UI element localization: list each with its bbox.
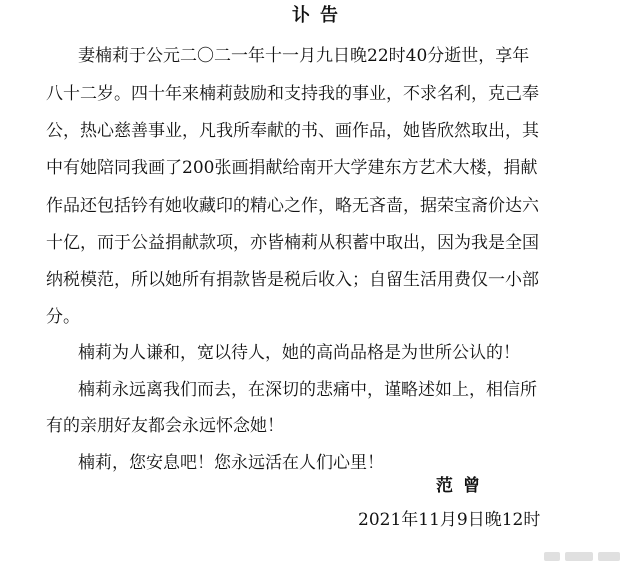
paragraph-1-line-7 [0,268,640,292]
watermark-mark [598,552,620,561]
watermark-mark [544,552,560,561]
watermark-mark [565,552,593,561]
text-line: 楠莉永远离我们而去，在深切的悲痛中，谨略述如上，相信所 [78,380,537,400]
text-line: 十亿，而于公益捐献款项，亦皆楠莉从积蓄中取出，因为我是全国 [46,233,539,253]
paragraph-2 [0,341,640,365]
text-line: 有的亲朋好友都会永远怀念她！ [46,416,284,436]
paragraph-4 [0,451,640,475]
paragraph-3 [0,378,640,402]
paragraph-1-line-5 [0,194,640,218]
signature-date: 2021年11月9日晚12时 [358,510,541,530]
paragraph-1-line-3 [0,119,640,143]
text-line: 分。 [46,307,80,327]
paragraph-3-line-2 [0,414,640,438]
signer-name: 范曾 [436,476,490,496]
paragraph-1-line-8 [0,305,640,329]
paragraph-1 [0,44,640,68]
text-line: 八十二岁。四十年来楠莉鼓励和支持我的事业，不求名利，克己奉 [46,84,539,104]
paragraph-1-line-2 [0,82,640,106]
text-line: 作品还包括钤有她收藏印的精心之作，略无吝啬，据荣宝斋价达六 [46,196,539,216]
text-line: 妻楠莉于公元二〇二一年十一月九日晚22时40分逝世，享年 [78,46,530,66]
text-line: 楠莉为人谦和，宽以待人，她的高尚品格是为世所公认的！ [78,343,520,363]
text-line: 纳税模范，所以她所有捐款皆是税后收入；自留生活用费仅一小部 [46,270,539,290]
text-line: 中有她陪同我画了200张画捐献给南开大学建东方艺术大楼，捐献 [46,158,538,178]
watermark [544,546,634,566]
text-line: 楠莉，您安息吧！您永远活在人们心里！ [78,453,384,473]
paragraph-1-line-4 [0,156,640,180]
text-line: 公，热心慈善事业，凡我所奉献的书、画作品，她皆欣然取出，其 [46,121,539,141]
paragraph-1-line-6 [0,231,640,255]
document-title: 讣告 [292,5,348,26]
